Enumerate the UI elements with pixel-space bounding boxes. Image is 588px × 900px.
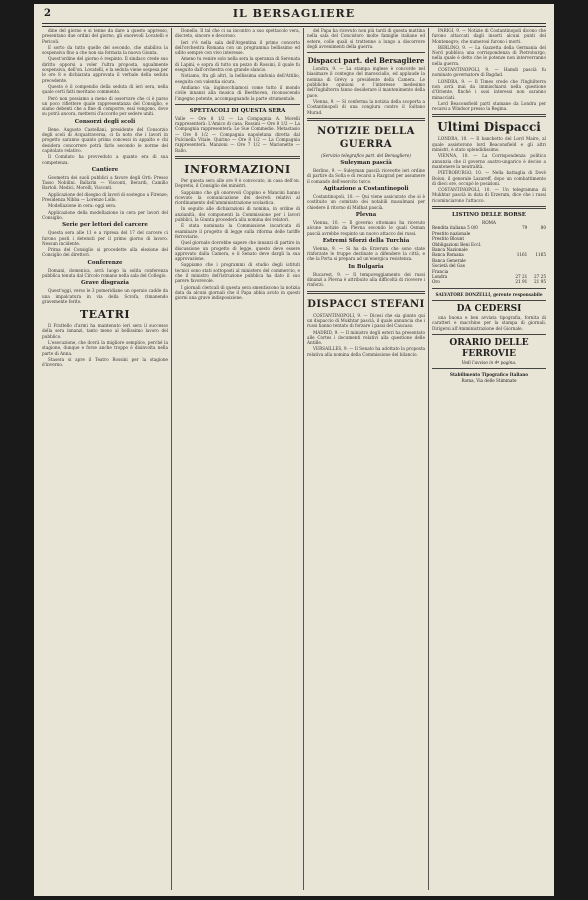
body-text: COSTANTINOPOLI, 9. — Dicesi che sia giunto qui un dispaccio di Mukhtar pascià, il quale annuncia che i russi hanno tentato di forzare i passi del Caucaso. MADRID, 9. — Il ministro degli esteri ha presentato alle Cortes i documenti relativi alla questione delle Antille. VERSAILLES, 9. — Il Senato ha adottato la proposta relativa alla nomina della Commissione del bilancio.: [307, 312, 425, 357]
section-heading: Conferenze: [87, 259, 123, 266]
notizie-subheading: (Servizio telegrafico part. del Bersagliere): [321, 152, 411, 158]
cedersi-heading: DA CEDERSI: [456, 304, 522, 315]
ultimi-dispacci-heading: Ultimi Dispacci: [437, 120, 541, 135]
body-text: una buona e ben avviata tipografia, fornita di caratteri e macchine per la stampa di giornali. Dirigersi all'Amministrazione del Giornale.: [432, 315, 546, 331]
column-divider: [171, 28, 172, 890]
borsa-label: Prestito Blount: [432, 236, 465, 242]
listino-heading: LISTINO DELLE BORSE: [452, 212, 526, 219]
column-divider: [303, 28, 304, 890]
borsa-label: Oro: [432, 279, 440, 285]
borsa-label: Londra: [432, 273, 448, 279]
orario-heading: ORARIO DELLE FERROVIE: [449, 337, 529, 359]
borsa-label: Banca Romana: [432, 252, 464, 258]
borsa-row: [432, 279, 546, 284]
borsa-table: [432, 225, 546, 284]
masthead-title: IL BERSAGLIERE: [232, 7, 356, 20]
borsa-city: ROMA: [482, 220, 496, 226]
dispacci-stefani-heading: DISPACCI STEFANI: [307, 298, 425, 310]
column-3: [307, 28, 425, 890]
borsa-value: 27 21: [515, 273, 528, 279]
section-heading: Serie per lettori del carcere: [62, 222, 148, 229]
body-text: dine del giorno e si tenne da dare a questo appresso, presentano due ordini del giorno, gli onorevoli Lovatelli e Pericoli. E sorto da tutto quelle del secondo, che stabiliva la sospensiva fino a che non sia formata la nuova Giunta. Quest'ordine del giorno è respinto. Il sindaco crede suo diritto opporsi a voler l'ultra proposta, ugualmente sospensiva, dell'on. Lovatelli, e la seduta viene sospesa per le ore 8 e dichiarata approvata il verbale della seduta precedente. Questo è il compendio della seduta di ieri sera, nella quale certi fatti meritano commento. Però non possiamo a meno di osservare che ci è parso un poco riflettere quale rappresentanza del Consiglio, e siamo debenti che a fine di comporre, essi vengono, dove su potrà ancora, mettersi d'accordo per sedere uniti.: [42, 28, 168, 117]
gerente-line: SALVATORE DONZELLI, gerente responsabile: [435, 291, 543, 297]
body-text: del Papa ha ricevuto non più tardi di questa mattina nella sala del Concistoro molte famiglie italiane ed estere, colle quali si trattenne a lungo a discorrere degli avvenimenti della guerra.: [307, 28, 425, 49]
page-number: 2: [44, 8, 51, 19]
borsa-value: 1165: [535, 252, 546, 258]
notizie-heading: NOTIZIE DELLA GUERRA: [317, 125, 415, 150]
section-heading: Agitazione a Costantinopoli: [323, 186, 409, 193]
section-heading: Grave disgrazia: [81, 280, 129, 287]
section-heading: Dispacci part. del Bersagliere: [307, 56, 425, 66]
section-heading: Estremi Sforzi della Turchia: [322, 237, 410, 244]
body-text: Berlino, 9. — Suleyman pascià ricevette ieri ordine di partire da Sofia e di recarsi a Razgrad per assumere il comando dell'esercito turco.: [307, 168, 425, 184]
body-text: Per questa sera alle ore 9 è convocato, in casa dell'on. Depretis, il Consiglio dei ministri. Sappiamo che gli onorevoli Coppino e Mancini hanno ricevuto la comunicazione dei decreti relativi al riordinamento dell'amministrazione scolastica. In seguito alle dichiarazioni di nomina, in ordine di anzianità, dei componenti la Commissione per i lavori pubblici, la Giunta procederà alla nomina dei relatori. È stata nominata la Commissione incaricata di esaminare il progetto di legge sulla riforma delle tariffe ferroviarie. Quel giornale dovrebbe sapere che innanzi di partire in discussione un progetto di legge, questo deve essere approvato dalla Camera, e il Senato deve dargli la sua approvazione. Sappiamo che i programmi di studio degli istituti tecnici sono stati sottoposti al ministero del commercio, e che il ministro dell'istruzione pubblica ha dato il suo parere favorevole. I giornali clericali di questa sera smentiscono la notizia data da alcuni giornali che il Papa abbia avuto in questi giorni una grave indisposizione.: [175, 177, 300, 301]
borsa-value: 21 91: [515, 279, 528, 285]
body-text: Costantinopoli, 10. — Qui viene assicurato che si è costituito un comitato dei notabili musulmani per chiedere il ritorno di Midhat pascià.: [307, 194, 425, 210]
body-text: Vienna, 10. — Il governo ottomano ha ricevuto alcune notizie da Plevna secondo le quali Osman pascià avrebbe respinto un nuovo attacco dei russi.: [307, 219, 425, 236]
spettacoli-heading: SPETTACOLI DI QUESTA SERA: [189, 107, 286, 114]
body-text: Donello. Il tal che ci sa incontro a suo spettacolo vera, discreto, sincero e decoroso. Ieri v'è nella sala dell'Argentina il primo concerto dell'orchestra Romana con un programma bellissimo ed udito sempre con vivo interesse. Ameno tu venire solo nella sera la speranza di Serenata di Lapini, e sopra di tutto un pezzo di Rossini, il quale fu eseguito dall'orchestra con grande slancio. Notiamo, fra gli altri, la bellissima sinfonia dell'Attilio, eseguita con valentia sicura. Andiamo via; inginocchiamoci come tutto il mondo civile innanzi alla musica di Beethoven, riconoscendo l'ingegno potente, accompagnando la parte strumentale.: [175, 28, 300, 101]
borsa-value: 1161: [516, 252, 528, 258]
borsa-value: 21 95: [534, 279, 546, 285]
borsa-label: Banca Nazionale: [432, 246, 468, 252]
header-rule: [42, 23, 546, 27]
column-divider: [428, 28, 429, 890]
body-text: Vienna, 9. — Si ha da Erzerum che sono state rinforzate le truppe destinate a difendere la città, e che la Porta si prepara ad un'energica resistenza.: [307, 245, 425, 262]
section-heading: Plevna: [355, 211, 377, 218]
borsa-value: 79: [522, 225, 528, 231]
body-text: PARIGI, 9. — Notizie di Costantinopoli dicono che furono attaccati dagli insorti alcuni punti del Montenegro; che numerosi furono i morti. BERLINO, 9. — La Gazzetta della Germania del Nord pubblica una corrispondenza di Pietroburgo, nella quale è detto che le potenze non interverranno nella guerra. COSTANTINOPOLI, 9. — Hamdi pascià fu nominato governatore di Bagdad. LONDRA, 9. — Il Times crede che l'Inghilterra non avrà mai da immischiarsi nella questione d'Oriente, finché i suoi interessi non saranno minacciati. Lord Beaconsfield partì stamane da Londra per recarsi a Windsor presso la Regina.: [432, 28, 546, 112]
column-2: [175, 28, 300, 890]
borsa-label: Obbligazioni Beni Eccl.: [432, 241, 482, 247]
borsa-label: Prestito nazionale: [432, 230, 471, 236]
borsa-label: Rendita italiana 5 0/0: [432, 225, 478, 231]
informazioni-heading: INFORMAZIONI: [184, 162, 291, 176]
body-text: LONDRA, 10. — Il banchetto del Lord Maire, al quale assisterono lord Beaconsfield e gli altri ministri, è stato splendidissimo. VIENNA, 10. — La Corrispondenza politica annunzia che il governo austro-ungarico è deciso a mantenere la neutralità. PIETROBURGO, 10. — Nella battaglia di Dovè Boiun, il generale Lazareff, dopo un combattimento di dieci ore, occupò le posizioni. COSTANTINOPOLI, 10. — Un telegramma di Mukhtar pascià in data di Erzerum, dice che i russi ricominciarono l'attacco.: [432, 136, 546, 203]
borsa-label: Francia: [432, 268, 449, 274]
body-text: Quest'oggi, verso le 3 pomeridiane un operaio cadde da una impalcatura in via della Scrofa, rimanendo gravemente ferito.: [42, 288, 168, 304]
column-4: [432, 28, 546, 890]
column-1: [42, 28, 168, 890]
spettacoli-list: Valle — Ore 8 1/2 — La Compagnia A. Morelli rappresenterà: L'Amico di casa. Rossini — Ore 8 1/2 — La Compagnia rappresenterà: Le Sue Commedie. Metastasio — Ore 8 1/2 — Compagnia napoletana diretta dal Pulcinella Vitale. Quirino — Ore 8 1/2 — La Compagnia rappresenterà. Manzoni — Ore 7 1/2 — Marionette — Ballo.: [175, 115, 300, 153]
section-heading: Consorzi degli scoli: [74, 118, 136, 125]
borsa-label: Società del Gas: [432, 263, 465, 269]
body-text: Londra, 9. — La stampa inglese è concorde nel biasimare il contegno del maresciallo, ed applaude la nomina di Grévy a presidente della Camera. Le pubbliche opinioni e l'interesse medesimo dell'Inghilterra fanno desiderare il mantenimento della pace. Vienna, 9. — Si conferma la notizia della scoperta a Costantinopoli di una congiura contro il Sultano Murad.: [307, 66, 425, 115]
section-heading: Cantiere: [91, 166, 119, 173]
stabilimento-line: Stabilimento Tipografico Italiano: [449, 372, 529, 378]
section-heading: Suleyman pascià: [340, 160, 392, 167]
borsa-label: Banca Generale: [432, 257, 466, 263]
body-text: Il Frattello d'armi ha mantenuto ieri sera il successo della sera innanzi, tanto meno al bellissimo lavoro del pubblico. L'esecuzione, che dovrà la migliore semplice, perché la stagione, dunque e forse anche troppo è disinvolta nella parte di Anna. Stasera si apre il Teatro Rossini per la stagione d'inverno.: [42, 323, 168, 368]
body-text: Geometra dei suoli pubblici a favore degli Orti: Presso Tasso Nobilini. Ballarin — Visconti, Berardi, Camillo Bartoli. Medici, Morelli, Visconti. Applicazione del disegno di lavori di sostegno a Firenze; Presidenza Nibba — Lorenzo Lollo. Modellazione in cera: oggi sera. Applicazione della modellazione in cera per lavori del Consiglio.: [42, 174, 168, 220]
body-text: Questa sera alle 11 e a ripresa del 17 del carcere ci furono posti i detenuti per il primo giorno di lavoro. Nessun incidente. Prima del Consiglio si procedette alla elezione del Consiglio dei direttori.: [42, 230, 168, 258]
body-text: Domani, domenica, avrà luogo la solita conferenza pubblica tenuta dal Circolo romano nella sala del Collegio.: [42, 267, 168, 278]
section-heading: In Bulgaria: [348, 263, 384, 270]
stabilimento-sub: Roma, Via delle Stimmate: [461, 377, 517, 383]
body-text: Bene. Augusto Castellani, presidente del Consorzio degli scoli di Acquatraversa, ci fa noto che i lavori in progetto saranno quanto prima concessi in appalto e chi desidera concorrere potrà farlo secondo le norme del capitolato relativo. Il Comitato ha provveduto a quanto era di sua competenza.: [42, 126, 168, 165]
newspaper-page: [34, 4, 554, 896]
orario-subheading: Vedi l'avviso in 4ª pagina.: [461, 359, 517, 365]
section-title: TEATRI: [80, 308, 130, 322]
borsa-value: 27 25: [534, 273, 546, 279]
borsa-value: 80: [540, 225, 546, 231]
body-text: Bucarest, 9. — Il temporeggiamento dei russi dinanzi a Plevna è attribuito alla difficoltà di ricevere i rinforzi.: [307, 271, 425, 288]
